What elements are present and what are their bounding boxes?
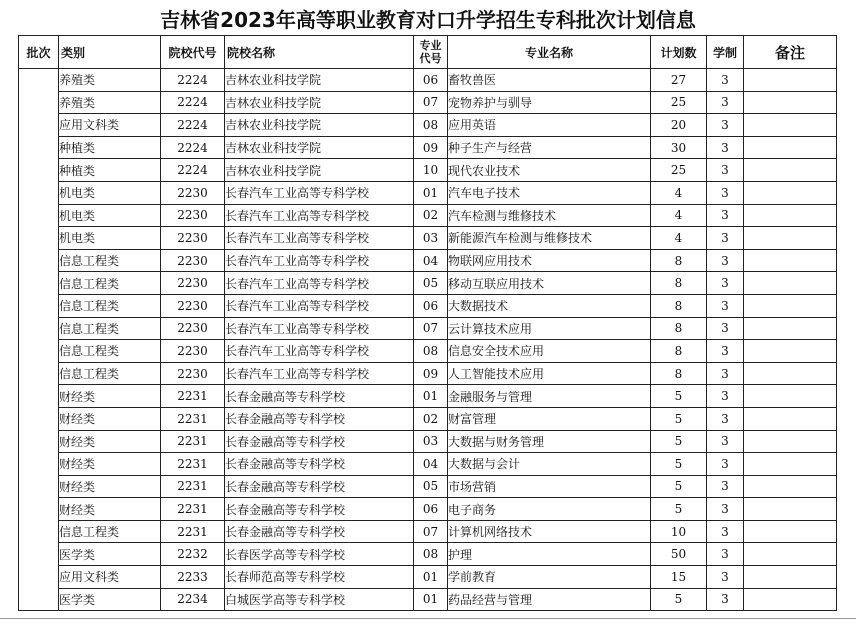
header-batch: 批次	[19, 36, 59, 69]
cell-major-name: 人工智能技术应用	[448, 362, 651, 385]
header-remarks: 备注	[744, 36, 837, 69]
cell-remarks	[744, 498, 837, 521]
cell-duration: 3	[707, 181, 744, 204]
cell-batch	[19, 69, 59, 611]
cell-major-name: 电子商务	[448, 498, 651, 521]
cell-major-code: 04	[414, 249, 448, 272]
cell-remarks	[744, 407, 837, 430]
cell-duration: 3	[707, 294, 744, 317]
cell-remarks	[744, 91, 837, 114]
cell-major-code: 08	[414, 543, 448, 566]
header-category: 类别	[59, 36, 161, 69]
cell-category: 种植类	[59, 159, 161, 182]
cell-plan-count: 8	[651, 272, 707, 295]
cell-category: 信息工程类	[59, 272, 161, 295]
cell-major-name: 信息安全技术应用	[448, 340, 651, 363]
cell-category: 信息工程类	[59, 520, 161, 543]
cell-remarks	[744, 136, 837, 159]
cell-major-code: 02	[414, 204, 448, 227]
cell-plan-count: 15	[651, 566, 707, 589]
cell-school-name: 长春汽车工业高等专科学校	[225, 181, 414, 204]
cell-remarks	[744, 475, 837, 498]
cell-school-name: 吉林农业科技学院	[225, 136, 414, 159]
cell-school-code: 2234	[161, 588, 225, 611]
cell-school-code: 2231	[161, 407, 225, 430]
table-row	[19, 566, 837, 589]
cell-duration: 3	[707, 453, 744, 476]
cell-school-code: 2231	[161, 520, 225, 543]
cell-major-code: 01	[414, 181, 448, 204]
cell-major-name: 护理	[448, 543, 651, 566]
cell-major-code: 05	[414, 475, 448, 498]
cell-remarks	[744, 566, 837, 589]
cell-remarks	[744, 272, 837, 295]
plan-table	[18, 35, 837, 611]
cell-plan-count: 8	[651, 362, 707, 385]
cell-duration: 3	[707, 498, 744, 521]
cell-major-code: 09	[414, 136, 448, 159]
plan-table-body	[19, 69, 837, 611]
cell-major-name: 市场营销	[448, 475, 651, 498]
cell-school-name: 长春金融高等专科学校	[225, 453, 414, 476]
cell-school-name: 长春汽车工业高等专科学校	[225, 294, 414, 317]
table-row	[19, 362, 837, 385]
header-major-code-label: 专业代号	[419, 39, 442, 65]
cell-major-code: 08	[414, 340, 448, 363]
cell-major-name: 金融服务与管理	[448, 385, 651, 408]
cell-school-name: 长春医学高等专科学校	[225, 543, 414, 566]
cell-plan-count: 20	[651, 114, 707, 137]
cell-duration: 3	[707, 340, 744, 363]
cell-school-code: 2224	[161, 69, 225, 92]
cell-school-code: 2230	[161, 204, 225, 227]
cell-duration: 3	[707, 272, 744, 295]
cell-duration: 3	[707, 204, 744, 227]
header-row	[19, 36, 837, 69]
cell-school-name: 长春金融高等专科学校	[225, 407, 414, 430]
cell-school-name: 吉林农业科技学院	[225, 159, 414, 182]
cell-school-name: 长春汽车工业高等专科学校	[225, 362, 414, 385]
cell-school-code: 2231	[161, 453, 225, 476]
cell-school-name: 长春师范高等专科学校	[225, 566, 414, 589]
cell-remarks	[744, 159, 837, 182]
cell-category: 种植类	[59, 136, 161, 159]
table-row	[19, 475, 837, 498]
header-school-code: 院校代号	[161, 36, 225, 69]
cell-plan-count: 4	[651, 181, 707, 204]
cell-school-code: 2230	[161, 294, 225, 317]
cell-category: 养殖类	[59, 69, 161, 92]
cell-duration: 3	[707, 136, 744, 159]
cell-remarks	[744, 69, 837, 92]
header-school-name: 院校名称	[225, 36, 414, 69]
cell-remarks	[744, 294, 837, 317]
cell-category: 应用文科类	[59, 114, 161, 137]
cell-category: 信息工程类	[59, 249, 161, 272]
cell-school-code: 2224	[161, 91, 225, 114]
cell-category: 财经类	[59, 385, 161, 408]
cell-major-code: 05	[414, 272, 448, 295]
cell-category: 机电类	[59, 204, 161, 227]
cell-remarks	[744, 588, 837, 611]
cell-major-code: 03	[414, 227, 448, 250]
cell-plan-count: 8	[651, 294, 707, 317]
cell-major-code: 10	[414, 159, 448, 182]
document-title: 吉林省2023年高等职业教育对口升学招生专科批次计划信息	[160, 8, 696, 32]
cell-category: 信息工程类	[59, 340, 161, 363]
cell-remarks	[744, 227, 837, 250]
cell-school-name: 长春汽车工业高等专科学校	[225, 204, 414, 227]
cell-duration: 3	[707, 543, 744, 566]
cell-major-name: 汽车电子技术	[448, 181, 651, 204]
cell-category: 信息工程类	[59, 294, 161, 317]
cell-duration: 3	[707, 249, 744, 272]
cell-major-name: 财富管理	[448, 407, 651, 430]
cell-major-code: 06	[414, 498, 448, 521]
cell-school-name: 吉林农业科技学院	[225, 91, 414, 114]
header-major-name: 专业名称	[448, 36, 651, 69]
cell-duration: 3	[707, 407, 744, 430]
cell-major-name: 学前教育	[448, 566, 651, 589]
cell-plan-count: 8	[651, 317, 707, 340]
cell-plan-count: 27	[651, 69, 707, 92]
header-major-code	[414, 36, 448, 69]
cell-category: 机电类	[59, 181, 161, 204]
table-row	[19, 272, 837, 295]
table-row	[19, 385, 837, 408]
table-row	[19, 317, 837, 340]
cell-school-name: 长春汽车工业高等专科学校	[225, 272, 414, 295]
table-row	[19, 407, 837, 430]
cell-plan-count: 10	[651, 520, 707, 543]
cell-school-code: 2230	[161, 272, 225, 295]
cell-major-code: 07	[414, 91, 448, 114]
cell-major-code: 04	[414, 453, 448, 476]
cell-school-code: 2231	[161, 475, 225, 498]
cell-category: 信息工程类	[59, 362, 161, 385]
cell-major-name: 现代农业技术	[448, 159, 651, 182]
cell-school-code: 2231	[161, 385, 225, 408]
cell-major-code: 06	[414, 294, 448, 317]
cell-plan-count: 8	[651, 340, 707, 363]
cell-remarks	[744, 204, 837, 227]
cell-category: 财经类	[59, 453, 161, 476]
cell-school-code: 2224	[161, 114, 225, 137]
cell-duration: 3	[707, 362, 744, 385]
cell-school-code: 2230	[161, 227, 225, 250]
cell-category: 财经类	[59, 407, 161, 430]
cell-school-name: 长春金融高等专科学校	[225, 520, 414, 543]
cell-plan-count: 4	[651, 204, 707, 227]
cell-category: 信息工程类	[59, 317, 161, 340]
cell-major-name: 大数据与财务管理	[448, 430, 651, 453]
cell-school-code: 2232	[161, 543, 225, 566]
cell-school-name: 吉林农业科技学院	[225, 114, 414, 137]
cell-duration: 3	[707, 69, 744, 92]
table-row	[19, 430, 837, 453]
cell-major-name: 宠物养护与驯导	[448, 91, 651, 114]
cell-duration: 3	[707, 475, 744, 498]
cell-duration: 3	[707, 588, 744, 611]
cell-category: 财经类	[59, 475, 161, 498]
cell-duration: 3	[707, 566, 744, 589]
cell-school-name: 吉林农业科技学院	[225, 69, 414, 92]
table-row	[19, 249, 837, 272]
cell-major-code: 09	[414, 362, 448, 385]
cell-school-name: 长春汽车工业高等专科学校	[225, 227, 414, 250]
cell-major-name: 计算机网络技术	[448, 520, 651, 543]
cell-plan-count: 5	[651, 498, 707, 521]
table-row	[19, 294, 837, 317]
cell-major-name: 云计算技术应用	[448, 317, 651, 340]
cell-major-code: 06	[414, 69, 448, 92]
cell-duration: 3	[707, 114, 744, 137]
cell-major-code: 02	[414, 407, 448, 430]
cell-remarks	[744, 385, 837, 408]
cell-school-code: 2230	[161, 340, 225, 363]
table-row	[19, 227, 837, 250]
header-duration: 学制	[707, 36, 744, 69]
cell-major-name: 种子生产与经营	[448, 136, 651, 159]
cell-duration: 3	[707, 317, 744, 340]
cell-plan-count: 5	[651, 430, 707, 453]
table-row	[19, 136, 837, 159]
cell-school-name: 长春金融高等专科学校	[225, 475, 414, 498]
table-row	[19, 91, 837, 114]
cell-remarks	[744, 317, 837, 340]
table-row	[19, 69, 837, 92]
cell-plan-count: 8	[651, 249, 707, 272]
cell-school-code: 2231	[161, 430, 225, 453]
cell-major-code: 07	[414, 317, 448, 340]
table-row	[19, 588, 837, 611]
cell-school-name: 长春金融高等专科学校	[225, 385, 414, 408]
cell-school-code: 2233	[161, 566, 225, 589]
cell-major-name: 药品经营与管理	[448, 588, 651, 611]
cell-school-code: 2230	[161, 181, 225, 204]
cell-duration: 3	[707, 227, 744, 250]
cell-remarks	[744, 453, 837, 476]
cell-major-code: 01	[414, 385, 448, 408]
cell-school-name: 长春金融高等专科学校	[225, 498, 414, 521]
cell-school-name: 长春金融高等专科学校	[225, 430, 414, 453]
cell-major-name: 畜牧兽医	[448, 69, 651, 92]
cell-school-name: 长春汽车工业高等专科学校	[225, 340, 414, 363]
cell-school-code: 2230	[161, 249, 225, 272]
cell-school-name: 长春汽车工业高等专科学校	[225, 249, 414, 272]
cell-plan-count: 5	[651, 385, 707, 408]
cell-category: 养殖类	[59, 91, 161, 114]
cell-duration: 3	[707, 430, 744, 453]
cell-plan-count: 25	[651, 159, 707, 182]
cell-major-name: 大数据与会计	[448, 453, 651, 476]
cell-plan-count: 5	[651, 407, 707, 430]
cell-school-code: 2231	[161, 498, 225, 521]
cell-plan-count: 30	[651, 136, 707, 159]
table-row	[19, 114, 837, 137]
page-edge-rule	[0, 618, 856, 619]
table-row	[19, 181, 837, 204]
cell-plan-count: 25	[651, 91, 707, 114]
cell-plan-count: 5	[651, 475, 707, 498]
cell-major-code: 03	[414, 430, 448, 453]
cell-major-name: 应用英语	[448, 114, 651, 137]
cell-duration: 3	[707, 520, 744, 543]
table-row	[19, 543, 837, 566]
cell-category: 财经类	[59, 430, 161, 453]
cell-school-name: 长春汽车工业高等专科学校	[225, 317, 414, 340]
cell-plan-count: 5	[651, 453, 707, 476]
cell-remarks	[744, 362, 837, 385]
cell-school-code: 2224	[161, 159, 225, 182]
cell-category: 医学类	[59, 588, 161, 611]
cell-remarks	[744, 181, 837, 204]
cell-major-code: 01	[414, 566, 448, 589]
cell-school-code: 2230	[161, 317, 225, 340]
table-row	[19, 204, 837, 227]
cell-major-name: 物联网应用技术	[448, 249, 651, 272]
table-row	[19, 520, 837, 543]
cell-remarks	[744, 114, 837, 137]
cell-major-code: 08	[414, 114, 448, 137]
cell-remarks	[744, 430, 837, 453]
cell-major-name: 汽车检测与维修技术	[448, 204, 651, 227]
cell-major-name: 大数据技术	[448, 294, 651, 317]
cell-remarks	[744, 249, 837, 272]
cell-major-name: 新能源汽车检测与维修技术	[448, 227, 651, 250]
table-row	[19, 340, 837, 363]
cell-remarks	[744, 543, 837, 566]
header-plan-count: 计划数	[651, 36, 707, 69]
table-row	[19, 453, 837, 476]
table-row	[19, 159, 837, 182]
cell-school-code: 2230	[161, 362, 225, 385]
cell-school-code: 2224	[161, 136, 225, 159]
cell-plan-count: 50	[651, 543, 707, 566]
cell-duration: 3	[707, 385, 744, 408]
cell-major-name: 移动互联应用技术	[448, 272, 651, 295]
cell-major-code: 07	[414, 520, 448, 543]
cell-plan-count: 4	[651, 227, 707, 250]
cell-category: 财经类	[59, 498, 161, 521]
cell-remarks	[744, 340, 837, 363]
cell-category: 机电类	[59, 227, 161, 250]
cell-duration: 3	[707, 91, 744, 114]
cell-plan-count: 5	[651, 588, 707, 611]
cell-category: 应用文科类	[59, 566, 161, 589]
table-row	[19, 498, 837, 521]
cell-school-name: 白城医学高等专科学校	[225, 588, 414, 611]
cell-category: 医学类	[59, 543, 161, 566]
cell-remarks	[744, 520, 837, 543]
cell-duration: 3	[707, 159, 744, 182]
cell-major-code: 01	[414, 588, 448, 611]
